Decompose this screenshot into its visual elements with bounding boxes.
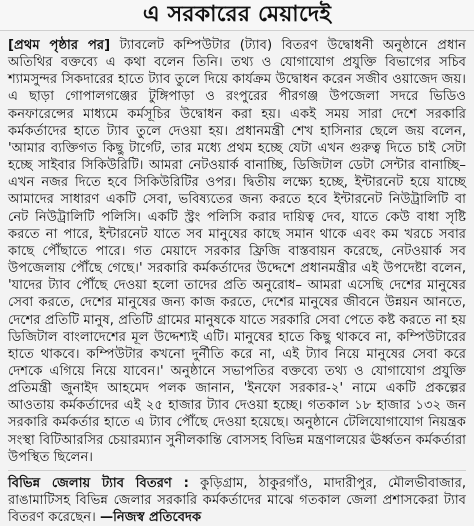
section-divider: [8, 470, 466, 471]
byline: —নিজস্ব প্রতিবেদক: [99, 510, 202, 526]
continuation-lead: [প্রথম পৃষ্ঠার পর]: [8, 38, 111, 53]
section2-paragraph: [8, 475, 466, 526]
section2-lead: বিভিন্ন জেলায় ট্যাব বিতরণ :: [8, 475, 189, 491]
headline-bar: [0, 0, 474, 31]
article-paragraph: [8, 37, 466, 466]
headline: এ সরকারের মেয়াদেই: [142, 1, 332, 27]
article-body: [0, 31, 474, 526]
section2-text: কুড়িগ্রাম, ঠাকুরগাঁও, মাদারীপুর, মৌলভীবাজার, রাঙামাটিসহ বিভিন্ন জেলার সরকারি কর্মকর্তাদের মাঝে গতকাল জেলা প্রশাসকেরা ট্যাব বিতরণ করেছেন।: [8, 475, 467, 526]
article-text: ট্যাবলেট কম্পিউটার (ট্যাব) বিতরণ উদ্বোধনী অনুষ্ঠানে প্রধান অতিথির বক্তব্যে এ কথা বলেন তিনি। তথ্য ও যোগাযোগ প্রযুক্তি বিভাগের সচিব শ্যামসুন্দর সিকদারের হাতে ট্যাব তুলে দিয়ে কার্যক্রম উদ্বোধন করেন সজীব ওয়াজেদ জয়। এ ছাড়া গোপালগঞ্জের টুঙ্গিপাড়া ও রংপুরের পীরগঞ্জ উপজেলা সদরে ভিডিও কনফারেন্সের মাধ্যমে কর্মসূচির উদ্বোধন করা হয়। একই সময় সারা দেশে সরকারি কর্মকর্তাদের হাতে ট্যাব তুলে দেওয়া হয়। প্রধানমন্ত্রী শেখ হাসিনার ছেলে জয় বলেন, 'আমার ব্যক্তিগত কিছু টার্গেট, তার মধ্যে প্রথম হচ্ছে যেটা এখন গুরুত্ব দিতে চাই সেটা হচ্ছে সাইবার সিকিউরিটি। আমরা নেটওয়ার্ক বানাচ্ছি, ডিজিটাল ডেটা সেন্টার বানাচ্ছি– এখন নজর দিতে হবে সিকিউরিটির ওপর। দ্বিতীয় লক্ষ্যে হচ্ছে, ইন্টারনেট হয়ে যাচ্ছে আমাদের সাধারণ একটি সেবা, ভবিষ্যতের জন্য করতে হবে ইন্টারনেট নিউট্রালিটি বা নেট নিউট্রালিটি পলিসি। একটি স্ট্রং পলিসি করার দায়িত্ব দেব, যাতে কেউ বাধা সৃষ্টি করতে না পারে, ইন্টারনেট যাতে সব মানুষের কাছে সমান থাকে এবং কম খরচে সবার কাছে পৌঁছাতে পারে। গত মেয়াদে সরকার ফ্রিজি বাস্তবায়ন করেছে, নেটওয়ার্ক সব উপজেলায় পৌঁছে গেছে।' সরকারি কর্মকর্তাদের উদ্দেশে প্রধানমন্ত্রীর এই উপদেষ্টা বলেন, 'যাদের ট্যাব পৌঁছে দেওয়া হলো তাদের প্রতি অনুরোধ– আমরা এসেছি দেশের মানুষের সেবা করতে, দেশের মানুষের জন্য কাজ করতে, দেশের মানুষের জীবনে উন্নয়ন আনতে, দেশের প্রতিটি মানুষ, প্রতিটি গ্রামের মানুষকে যাতে সরকারি সেবা পেতে কষ্ট করতে না হয় ডিজিটাল বাংলাদেশের মূল উদ্দেশ্যই এটি। মানুষের হাতে কিছু থাকবে না, কম্পিউটারের হাতে থাকবে। কম্পিউটার কখনো দুর্নীতি করে না, এই ট্যাব নিয়ে মানুষের সেবা করে দেশকে এগিয়ে নিয়ে যাবেন।' অনুষ্ঠানে সভাপতির বক্তব্যে তথ্য ও যোগাযোগ প্রযুক্তি প্রতিমন্ত্রী জুনাইদ আহমেদ পলক জানান, 'ইনফো সরকার-২' নামে একটি প্রকল্পের আওতায় কর্মকর্তাদের এই ২৫ হাজার ট্যাব দেওয়া হচ্ছে। গতকাল ১৮ হাজার ১৩২ জন সরকারি কর্মকর্তার হাতে এ ট্যাব পৌঁছে দেওয়া হয়েছে। অনুষ্ঠানে টেলিযোগাযোগ নিয়ন্ত্রক সংস্থা বিটিআরসির চেয়ারম্যান সুনীলকান্তি বোসসহ বিভিন্ন মন্ত্রণালয়ের ঊর্ধ্বতন কর্মকর্তারা উপস্থিত ছিলেন।: [8, 38, 466, 465]
